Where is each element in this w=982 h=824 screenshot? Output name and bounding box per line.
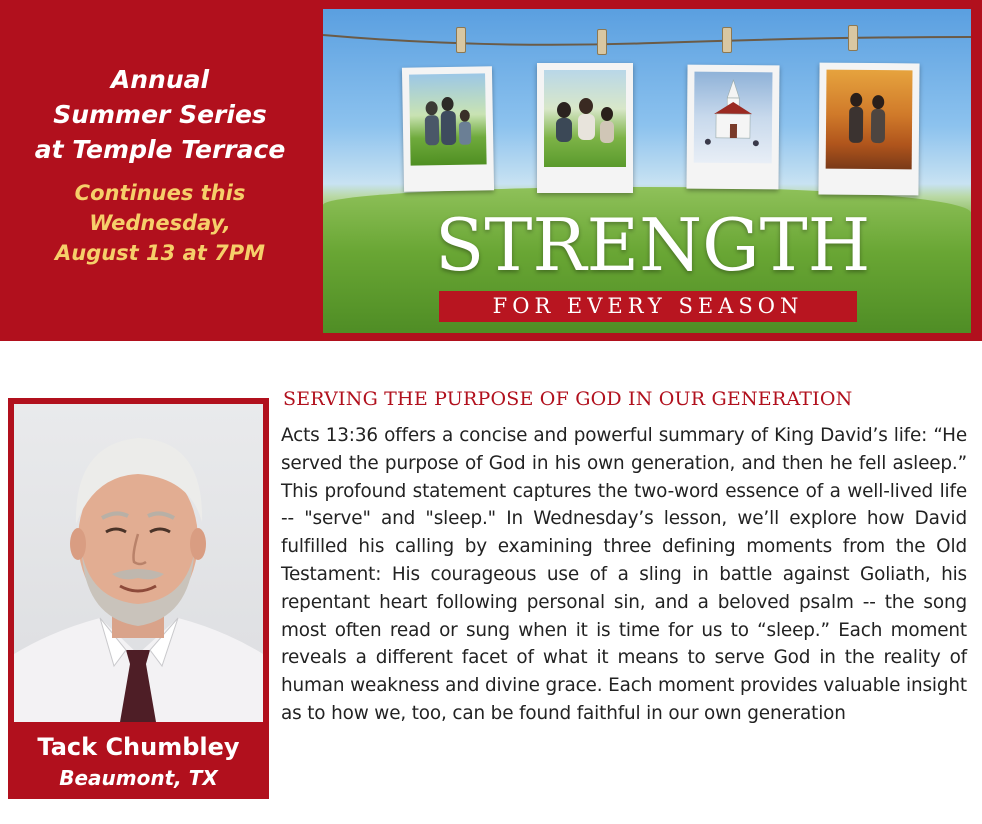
clothespin: [848, 25, 858, 51]
event-banner: [0, 0, 982, 341]
event-date-line: August 13 at 7PM: [55, 241, 265, 265]
autumn-walk-photo: [818, 63, 919, 196]
event-date-line: Wednesday,: [89, 211, 231, 235]
clothespin: [456, 27, 466, 53]
series-title-line: at Temple Terrace: [34, 135, 286, 164]
speaker-portrait: [14, 404, 263, 722]
friends-picnic-photo: [537, 63, 633, 193]
walking-couple-silhouette: [826, 70, 913, 169]
series-title-line: Summer Series: [53, 100, 267, 129]
clothespin: [597, 29, 607, 55]
church-illustration: [694, 72, 773, 163]
clothespin: [722, 27, 732, 53]
hero-title: STRENGTH: [435, 203, 871, 287]
friends-silhouette: [544, 70, 626, 166]
family-silhouette: [409, 73, 487, 164]
event-date-line: Continues this: [74, 181, 246, 205]
speaker-portrait-illustration: [14, 404, 263, 722]
banner-text: [0, 62, 320, 268]
series-title-line: Annual: [110, 65, 210, 94]
family-meadow-photo: [402, 66, 494, 192]
event-date: [0, 178, 320, 268]
article-body: Acts 13:36 offers a concise and powerful summary of King David’s life: “He served the purpose of God in his own generation, and then he fell asleep.” This profound statement captures the two-word essence of a well-lived life -- "serve" and "sleep." In Wednesday’s lesson, we’ll explore how David fulfilled his calling by examining three defining moments from the Old Testament: His courageous use of a sling in battle against Goliath, his repentant heart following personal sin, and a beloved psalm -- the song most often read or sung when it is time for us to “sleep.” Each moment reveals a different facet of what it means to serve God in the reality of human weakness and divine grace. Each moment provides valuable insight as to how we, too, can be found faithful in our own generation: [281, 425, 967, 724]
winter-church-photo: [686, 65, 779, 190]
speaker-card: [8, 398, 269, 799]
speaker-name: Tack Chumbley: [37, 733, 240, 761]
series-title: [0, 62, 320, 167]
article-title: SERVING THE PURPOSE OF GOD IN OUR GENERATION: [283, 388, 853, 410]
hero-image: [323, 9, 971, 333]
speaker-location: Beaumont, TX: [59, 766, 218, 790]
hero-subtitle: FOR EVERY SEASON: [439, 291, 857, 322]
